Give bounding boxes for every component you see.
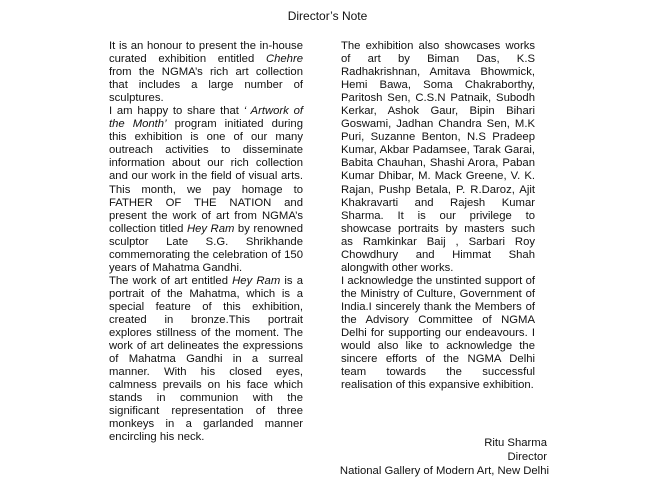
signatory-organization: National Gallery of Modern Art, New Delhi — [339, 465, 549, 477]
page-title: Director’s Note — [287, 9, 368, 23]
exhibition-name: Chehre — [265, 53, 303, 66]
signatory-name: Ritu Sharma — [484, 437, 547, 449]
left-column — [109, 40, 303, 444]
program-name: ‘ Artwork of the Month’ — [109, 105, 304, 131]
artwork-title: Hey Ram — [186, 222, 235, 235]
signatory-title: Director — [507, 451, 547, 463]
acknowledgement-paragraph: I acknowledge the unstinted support of the Ministry of Culture, Government of India.I sincerely thank the Members of the Advisory Committee of NGMA Delhi for supporting our endeavours. I would also like to acknowledge the sincere efforts of the NGMA Delhi team towards the successful realisation of this expansive exhibition. — [341, 274, 535, 392]
intro-paragraph: It is an honour to present the in-house curated exhibition entitled Chehre from the NGMA’s rich art collection that includes a large number of sculptures. — [109, 40, 303, 105]
artists-paragraph: The exhibition also showcases works of art by Biman Das, K.S Radhakrishnan, Amitava Bhowmick, Hemi Bawa, Soma Chakraborthy, Paritosh Sen, C.S.N Patnaik, Subodh Kerkar, Ashok Gaur, Bipin Bihari Goswami, Jadhan Chandra Sen, M.K Puri, Suzanne Benton, N.S Pradeep Kumar, Akbar Padamsee, Tarak Garai, Babita Chauhan, Shashi Arora, Paban Kumar Dhibar, M. Mack Greene, V. K. Rajan, Pushp Betala, P. R.Daroz, Ajit Khakravarti and Rajesh Kumar Sharma. It is our privilege to showcase portraits by masters such as Ramkinkar Baij , Sarbari Roy Chowdhury and Himmat Shah alongwith other works. — [341, 40, 535, 274]
right-column — [341, 40, 535, 392]
signature-block — [340, 436, 547, 478]
artwork-paragraph: The work of art entitled Hey Ram is a portrait of the Mahatma, which is a special feature of this exhibition, created in bronze.This portrait explores stillness of the moment. The work of art delineates the expressions of Mahatma Gandhi in a surreal manner. With his closed eyes, calmness prevails on his face which stands in communion with the significant representation of three monkeys in a garlanded manner encircling his neck. — [109, 274, 304, 444]
program-paragraph: I am happy to share that ‘ Artwork of the Month’ program initiated during this exhibition is one of our many outreach activities to disseminate information about our rich collection and our work in the field of visual arts. This month, we pay homage to FATHER OF THE NATION and present the work of art from NGMA’s collection titled Hey Ram by renowned sculptor Late S.G. Shrikhande commemorating the celebration of 150 years of Mahatma Gandhi. — [109, 105, 304, 274]
artwork-title: Hey Ram — [232, 274, 281, 287]
